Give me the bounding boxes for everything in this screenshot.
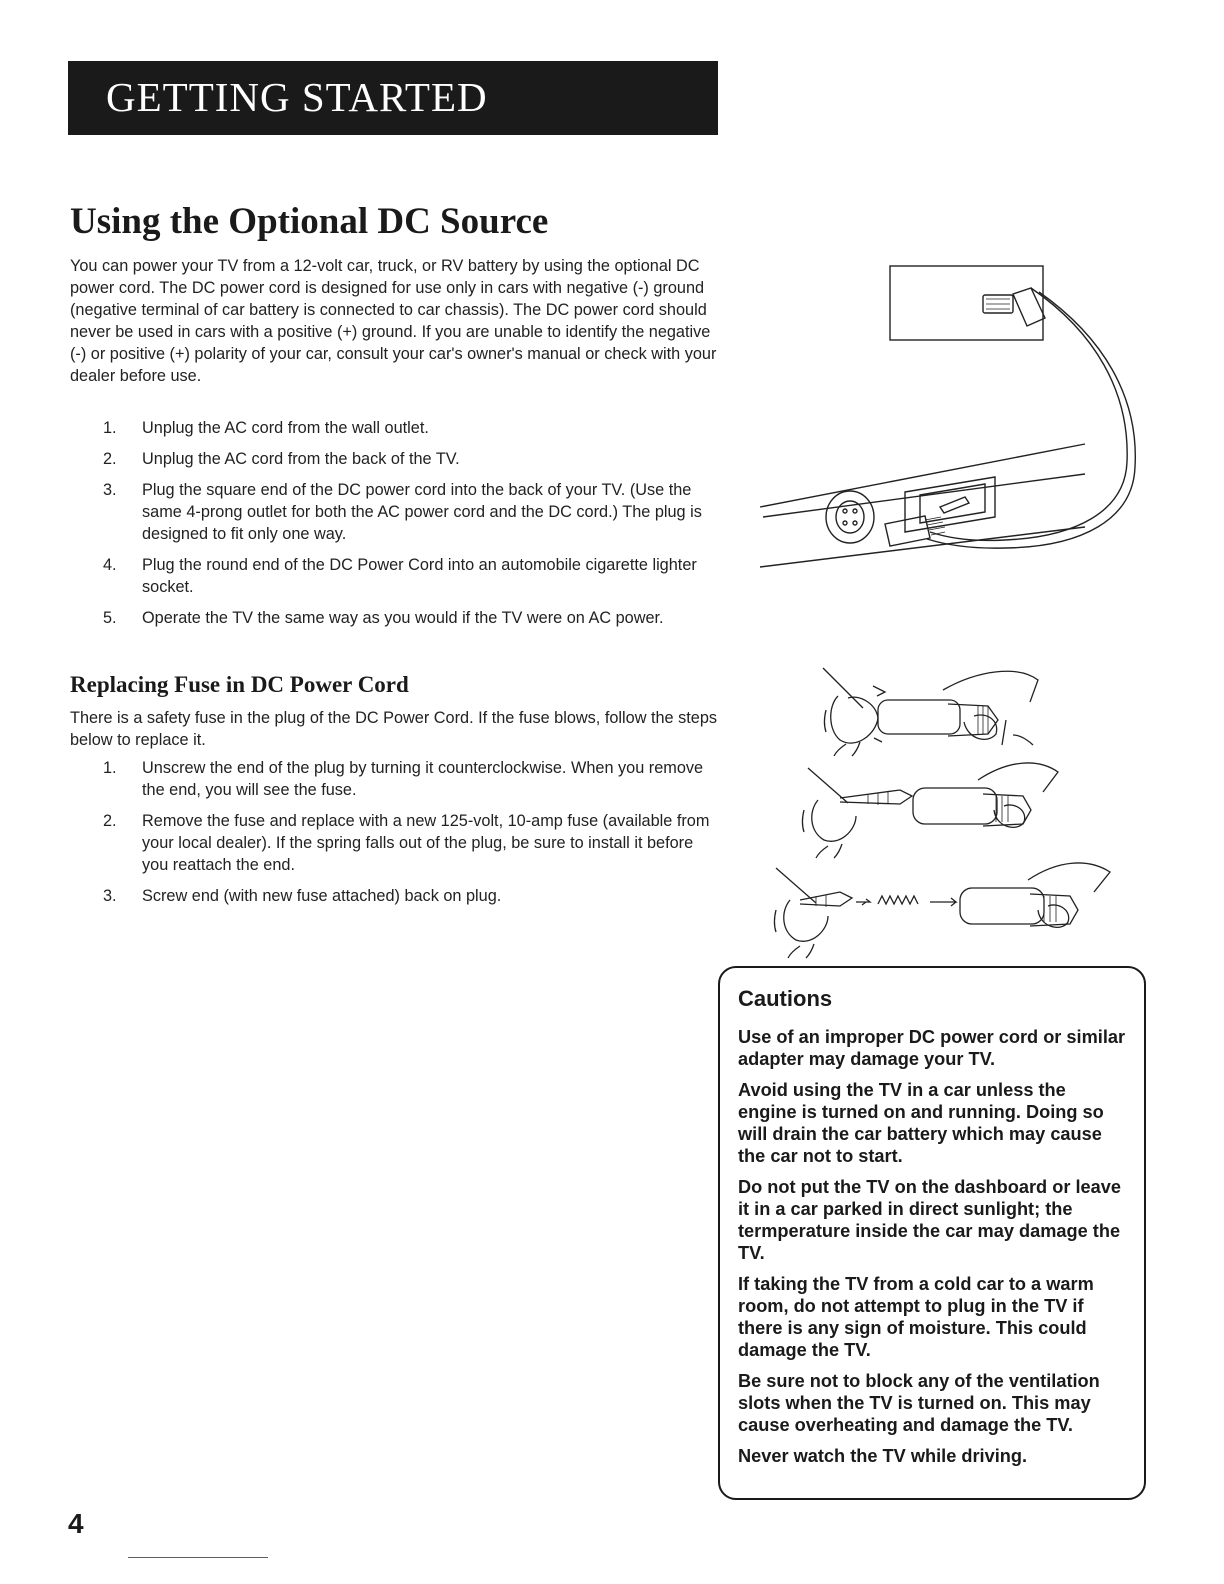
dc-step (70, 479, 722, 545)
step-text: Screw end (with new fuse attached) back on plug. (142, 887, 502, 905)
step-number: 4. (103, 556, 117, 574)
fuse-replacement-illustration (738, 660, 1116, 960)
section-banner (68, 61, 718, 135)
dc-source-intro: You can power your TV from a 12-volt car, truck, or RV battery by using the optional DC power cord. The DC power cord is designed for use only in cars with negative (-) ground (negative terminal of car battery is connected to car chassis). The DC power cord should never be used in cars with a positive (+) ground. If you are unable to identify the negative (-) or positive (+) polarity of your car, consult your car's owner's manual or check with your dealer before use. (70, 257, 717, 385)
tv-dc-cord-illustration (755, 262, 1140, 582)
step-text: Unplug the AC cord from the wall outlet. (142, 419, 429, 437)
cautions-box (718, 966, 1146, 1500)
step-number: 1. (103, 419, 117, 437)
dc-step (70, 554, 722, 598)
fuse-intro: There is a safety fuse in the plug of the DC Power Cord. If the fuse blows, follow the steps below to replace it. (70, 709, 718, 749)
step-text: Plug the round end of the DC Power Cord into an automobile cigarette lighter socket. (142, 556, 697, 596)
step-number: 3. (103, 887, 117, 905)
page-title: Using the Optional DC Source (70, 201, 549, 242)
banner-title: GETTING STARTED (106, 74, 488, 120)
fuse-step (70, 757, 722, 801)
step-text: Unscrew the end of the plug by turning it counterclockwise. When you remove the end, you will see the fuse. (142, 759, 704, 799)
fuse-step (70, 885, 722, 907)
step-text: Operate the TV the same way as you would if the TV were on AC power. (142, 609, 664, 627)
caution-item: Be sure not to block any of the ventilation slots when the TV is turned on. This may cause overheating and damage the TV. (738, 1371, 1100, 1435)
fuse-step (70, 810, 722, 876)
dc-source-steps (70, 417, 722, 638)
step-number: 2. (103, 450, 117, 468)
step-number: 1. (103, 759, 117, 777)
caution-item: If taking the TV from a cold car to a warm room, do not attempt to plug in the TV if there is any sign of moisture. This could damage the TV. (738, 1274, 1094, 1360)
caution-item: Use of an improper DC power cord or similar adapter may damage your TV. (738, 1027, 1126, 1069)
cautions-title: Cautions (738, 986, 833, 1011)
dc-step (70, 448, 722, 470)
fuse-steps (70, 757, 722, 916)
caution-item: Avoid using the TV in a car unless the engine is turned on and running. Doing so will drain the car battery which may cause the car not to start. (738, 1080, 1104, 1166)
page-number: 4 (68, 1508, 84, 1539)
step-number: 5. (103, 609, 117, 627)
dc-step (70, 607, 722, 629)
footer-rule (128, 1557, 268, 1558)
step-text: Plug the square end of the DC power cord into the back of your TV. (Use the same 4-prong outlet for both the AC power cord and the DC cord.) The plug is designed to fit only one way. (142, 481, 702, 543)
step-text: Remove the fuse and replace with a new 125-volt, 10-amp fuse (available from your local dealer). If the spring falls out of the plug, be sure to install it before you reattach the end. (142, 812, 710, 874)
step-text: Unplug the AC cord from the back of the TV. (142, 450, 460, 468)
step-number: 3. (103, 481, 117, 499)
caution-item: Do not put the TV on the dashboard or leave it in a car parked in direct sunlight; the termperature inside the car may damage the TV. (738, 1177, 1121, 1263)
caution-item: Never watch the TV while driving. (738, 1446, 1028, 1466)
dc-step (70, 417, 722, 439)
fuse-section-title: Replacing Fuse in DC Power Cord (70, 672, 409, 697)
step-number: 2. (103, 812, 117, 830)
